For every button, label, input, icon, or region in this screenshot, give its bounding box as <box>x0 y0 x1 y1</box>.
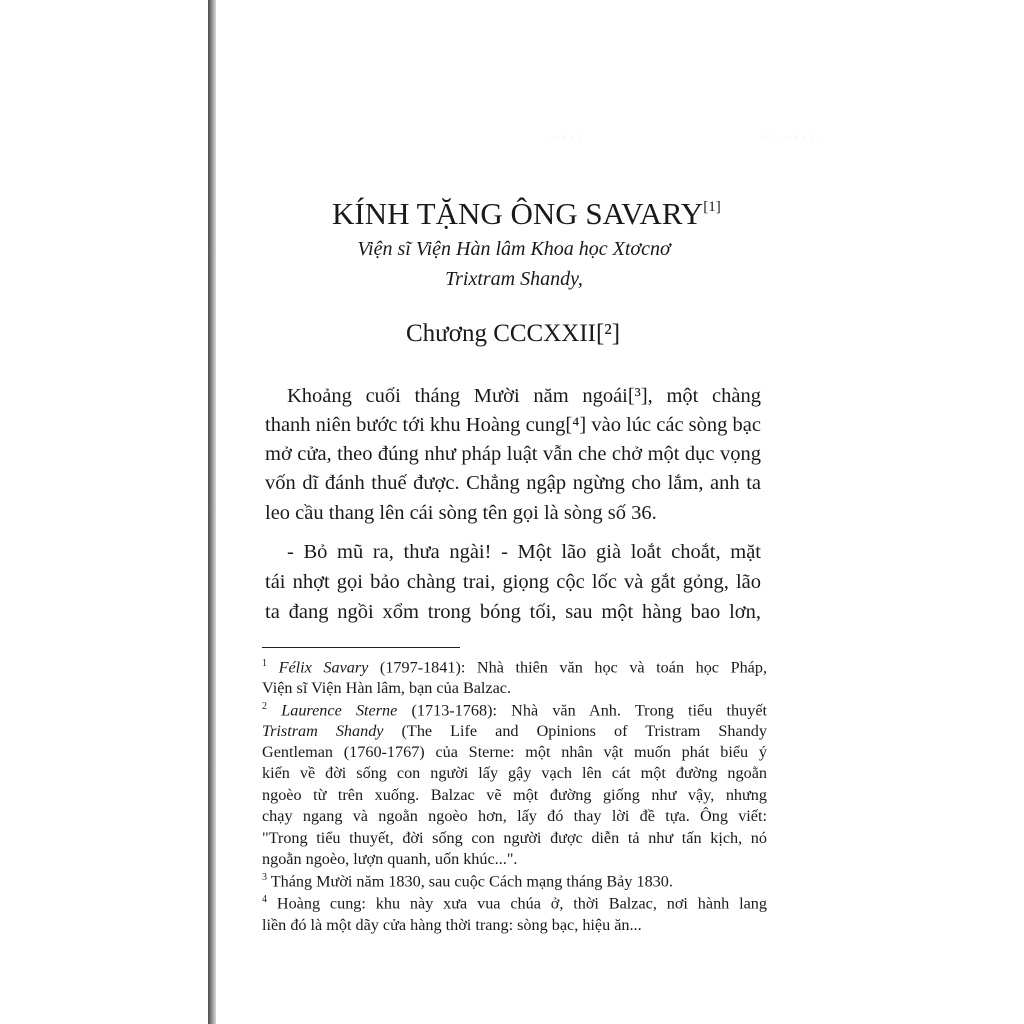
body-line: tái nhợt gọi bảo chàng trai, giọng cộc lốc và gắt gỏng, lão <box>265 571 761 593</box>
footnote-number: 2 <box>262 701 267 712</box>
footnote-2-line <box>262 701 767 720</box>
body-line: thanh niên bước tới khu Hoàng cung[⁴] vào lúc các sòng bạc <box>265 414 761 436</box>
dedication-subtitle-line2: Trixtram Shandy, <box>445 268 583 290</box>
body-line: vốn dĩ đánh thuế được. Chẳng ngập ngừng cho lắm, anh ta <box>265 472 761 494</box>
footnote-book-title: Tristram Shandy <box>262 722 384 740</box>
dedication-title-text: KÍNH TẶNG ÔNG SAVARY <box>332 196 704 231</box>
dedication-footnote-ref: [1] <box>703 199 721 215</box>
footnote-text: (1797-1841): Nhà thiên văn học và toán học Pháp, <box>368 658 767 677</box>
footnote-text: Hoàng cung: khu này xưa vua chúa ở, thời Balzac, nơi hành lang <box>267 894 767 913</box>
footnote-text: Tháng Mười năm 1830, sau cuộc Cách mạng tháng Bảy 1830. <box>267 872 673 891</box>
footnote-person-name: Félix Savary <box>278 658 369 677</box>
footnote-divider <box>262 647 460 648</box>
body-line: leo cầu thang lên cái sòng tên gọi là sòng số 36. <box>265 502 657 524</box>
show-through-text: . . . . . . . . <box>760 125 824 140</box>
footnote-text: (The Life and Opinions of Tristram Shandy <box>383 722 767 740</box>
footnote-2-line: ngoèo từ trên xuống. Balzac vẽ một đường giống như vậy, nhưng <box>262 786 767 804</box>
show-through-text: . . . . . <box>545 125 584 140</box>
footnote-2-line: kiến về đời sống con người lấy gậy vạch lên cát một đường ngoằn <box>262 764 767 782</box>
footnote-4-line: liền đó là một dãy cửa hàng thời trang: sòng bạc, hiệu ăn... <box>262 916 642 934</box>
footnote-2-line: chạy ngang và ngoằn ngoèo hơn, lấy đó thay lời đề tựa. Ông viết: <box>262 807 767 825</box>
footnote-person-name: Laurence Sterne <box>281 701 398 720</box>
footnote-1-line: Viện sĩ Viện Hàn lâm, bạn của Balzac. <box>262 679 512 697</box>
footnote-2-line: "Trong tiểu thuyết, đời sống con người được diễn tả như tấn kịch, nó <box>262 829 767 847</box>
footnote-number: 1 <box>262 658 267 669</box>
page-binding-edge <box>208 0 216 1024</box>
footnote-2-line: Gentleman (1760-1767) của Sterne: một nhân vật muốn phát biểu ý <box>262 743 767 761</box>
body-line: - Bỏ mũ ra, thưa ngài! - Một lão già loắt choắt, mặt <box>287 541 761 563</box>
body-line: Khoảng cuối tháng Mười năm ngoái[³], một chàng <box>287 385 761 407</box>
footnote-2-line <box>262 722 767 741</box>
footnote-number: 4 <box>262 894 267 905</box>
dedication-title <box>332 196 721 232</box>
footnote-2-line: ngoằn ngoèo, lượn quanh, uốn khúc...". <box>262 850 518 868</box>
footnote-4-line <box>262 894 767 913</box>
body-line: ta đang ngồi xổm trong bóng tối, sau một hàng bao lơn, <box>265 601 761 623</box>
footnote-3-line <box>262 872 767 891</box>
footnote-text: (1713-1768): Nhà văn Anh. Trong tiểu thuyết <box>397 701 767 720</box>
dedication-subtitle-line1: Viện sĩ Viện Hàn lâm Khoa học Xtơcnơ <box>357 238 671 260</box>
footnote-number: 3 <box>262 872 267 883</box>
footnote-1-line <box>262 658 767 677</box>
chapter-title: Chương CCCXXII[²] <box>406 320 621 347</box>
body-line: mở cửa, theo đúng như pháp luật vẫn che chở một dục vọng <box>265 443 761 465</box>
